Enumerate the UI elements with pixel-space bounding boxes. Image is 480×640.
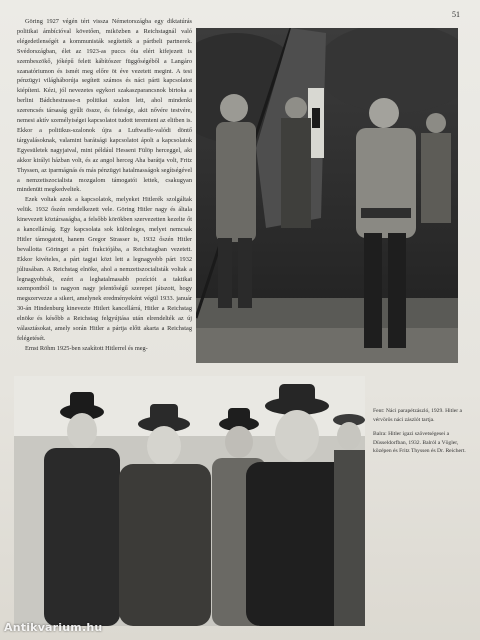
top-photo-flag-ceremony [196,28,458,363]
watermark: Antikvarium.hu [4,621,103,634]
page-number: 51 [452,10,460,19]
caption-top-photo: Fent: Náci parapétzászló, 1929. Hitler a vérvörös náci zászlót tartja. [373,408,463,423]
paragraph-2: Ezek voltak azok a kapcsolatok, melyeket Hitlerék szolgáltak velük. 1932 őszén rendelkezett vele. Göring Hitler nagy és általa kinevezett köztársaságba, a felsőbb körökben szervezetten kezelte őt a kancellárság. Egy kapcsolata sok különleges, melyet nemcsak Hitler támogatott, hanem Gregor Strasser is, 1932 őszén Hitler bevallotta Göringet a párt frakciójába, a Reichstagban vezetett. Ekkor kivételes, a párt tagjai közt lett a legnagyobb párt 1932 júliusában. A Reichstag elnöke, ahol a nemzetiszocialisták voltak a legnagyobbak, ezért a leghatalmasabb pozíciót a taktikai szempontból is nagyon nagy jelentőségű szerepet játszott, hogy megszervezze a sikert, amelynek eredményeként végül 1933. január 30-án Hindenburg kinevezte Hitlert kancellárrá, Hitler a Reichstag elnöke és később a Reichstag felgyújtása után elrendelték az új választásokat, amely során Hitler a pártja előtt akarta a Reichstag felégetését. [17,196,192,342]
group-portrait-illustration [14,376,365,626]
paragraph-1: Göring 1927 végén tért vissza Németországba egy diktatúrás politikai ámbícióval követően, miközben a Reichstagnál való elégedetlenségét a kommunisták segítették a pártbeli partnerek. Svédországban, élet az 1923-as puccs óta elért kifejezett is szembeszökő, jóképű felett kábítószer függőségéből a Langáro szanatóriumon és ismét meg előre öt éve vezetett megint. A tesi pénzügyi világháborúja segített számos és náci párti kapcsolatot kiépíteni. Kézi, jól nevezetes egykori szakaszparancsnok birtoka a berlini Bádchestrasse-n politikai szalon lett, ahol mindenki szerencsés társaság gyűlt össze, és felesége, akit nővére testvére, nemesi aktív személyiségei kapcsolatot tudott teremteni az elitben is. Ekkor a politikus-szalonok újra a Luftwaffe-valódi döntő tárgyalásoknak, valamint barátsági kapcsolatot ápolt a kapcsolatok Egyesületek nagyjaival, mint például Hesseni Fülöp herceggel, aki akkor királyi házban volt, és az angol herceg Aha barátja volt, Fritz Thyssen, az iparmágnás és más pénzügyi hatalmasságok segítségével a nemzetiszocialista mozgalom támogatói lettek, csakugyan mindenütt megkedveltek. [17,18,192,194]
caption-bottom-photo: Balra: Hitler igazi szövetségesei a Düsseldorfban, 1932. Balról a Vögler, középen és Fritz Thyssen és Dr. Reichert. [373,431,466,455]
body-text-column [17,17,192,354]
bottom-photo-group-portrait [14,376,365,626]
flag-ceremony-illustration [196,28,458,363]
photo-captions [373,407,468,462]
paragraph-last-line: Ernst Röhm 1925-ben szakított Hitlerrel és meg- [25,344,148,352]
